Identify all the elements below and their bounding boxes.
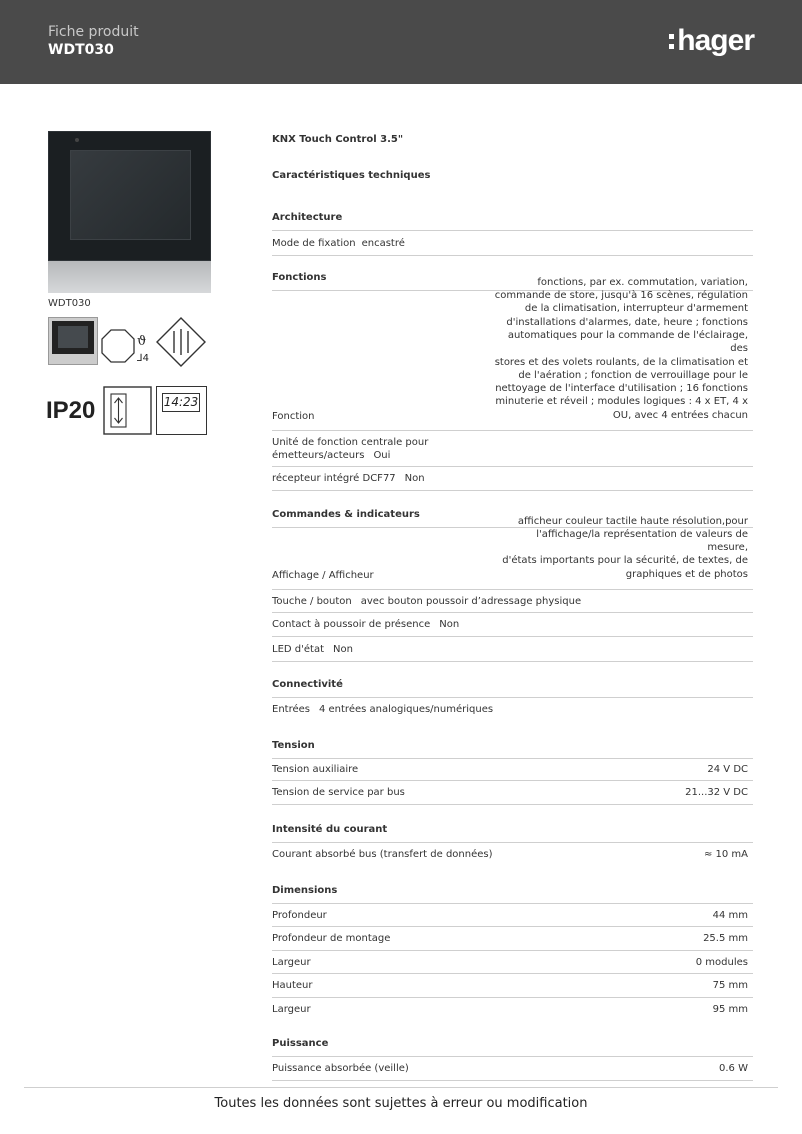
value-line: automatiques pour la commande de l'éclairage, des: [507, 329, 748, 355]
class-ii-diamond-icon: [155, 316, 207, 368]
section-title: Dimensions: [272, 884, 753, 904]
spec-row: Profondeur 44 mm: [272, 904, 753, 927]
header-subtitle: Fiche produit: [48, 24, 139, 40]
temperature-sensor-icon: [101, 320, 157, 368]
value-line: stores et des volets roulants, de la climatisation et: [494, 356, 748, 368]
section-puissance: [272, 1037, 753, 1081]
spec-row: Contact à poussoir de présence Non: [272, 613, 753, 637]
value-line: nettoyage de l'interface d'utilisation ; 16 fonctions: [495, 383, 748, 395]
spec-row: Tension auxiliaire 24 V DC: [272, 759, 753, 781]
ip-rating: IP20: [46, 397, 96, 424]
value-line: OU, avec 4 entrées chacun: [612, 409, 748, 421]
section-title: Puissance: [272, 1037, 753, 1057]
section-title: Architecture: [272, 211, 753, 231]
product-image: [48, 131, 211, 293]
section-courant: [272, 823, 753, 865]
touch-display: [70, 150, 191, 240]
value-line: d'états importants pour la sécurité, de textes, de: [502, 555, 748, 567]
value-line: afficheur couleur tactile haute résolution,pour: [517, 515, 748, 527]
clock-display: 14:23: [162, 393, 200, 412]
value-line: d'installations d'alarmes, date, heure ; fonctions: [506, 316, 748, 328]
spec-row: Puissance absorbée (veille) 0.6 W: [272, 1057, 753, 1081]
spec-row: Entrées 4 entrées analogiques/numériques: [272, 703, 494, 715]
spec-row-display: Affichage / Afficheur afficheur couleur tactile haute résolution,pour l'affichage/la représentation de valeurs de mesure, d'états importants pour la sécurité, de textes, de graphiques et de photos: [272, 528, 753, 590]
section-dimensions: [272, 884, 753, 1021]
header-title: WDT030: [48, 42, 114, 58]
value-line: fonctions, par ex. commutation, variation,: [537, 276, 748, 288]
brand-logo: [669, 24, 754, 58]
spec-row: Hauteur 75 mm: [272, 974, 753, 998]
spec-row: Largeur 0 modules: [272, 951, 753, 974]
section-title: Tension: [272, 739, 753, 759]
device-base: [48, 261, 211, 293]
section-title: Connectivité: [272, 678, 753, 698]
shutter-control-icon: [103, 386, 152, 435]
spec-row-fonction: Fonction fonctions, par ex. commutation, variation, commande de store, jusqu'à 16 scènes, régulation de la climatisation, interrupteur d'armement d'installations d'alarmes, date, heure ; fonctions automatiques pour la commande de l'éclairage, des stores et des volets roulants, de la climatisation et de l'aération ; fonction de verrouillage pour le nettoyage de l'interface d'utilisation ; 16 fonctions minuterie et réveil ; modules logiques : 4 x ET, 4 x OU, avec 4 entrées chacun: [272, 291, 753, 431]
value-line: commande de store, jusqu'à 16 scènes, régulation: [494, 290, 748, 302]
value-line: minuterie et réveil ; modules logiques : 4 x ET, 4 x: [495, 396, 748, 408]
spec-row: Largeur 95 mm: [272, 1004, 748, 1015]
product-name: KNX Touch Control 3.5": [272, 134, 404, 145]
section-fonctions: [272, 271, 753, 491]
logo-text: hager: [677, 24, 754, 57]
spec-value: [493, 515, 748, 581]
page-header: [0, 0, 802, 84]
section-commandes: [272, 508, 753, 662]
spec-row: récepteur intégré DCF77 Non: [272, 467, 753, 491]
value-line: l'affichage/la représentation de valeurs de mesure,: [536, 528, 748, 554]
clock-timer-icon: [156, 386, 207, 435]
section-title: Intensité du courant: [272, 823, 753, 843]
section-tension: [272, 739, 753, 805]
section-connectivite: [272, 678, 753, 720]
logo-dots-icon: [669, 34, 674, 49]
spec-row: Unité de fonction centrale pour émetteurs/acteurs Oui: [272, 431, 753, 467]
section-architecture: [272, 211, 753, 256]
camera-dot: [75, 138, 79, 142]
spec-row: Tension de service par bus 21...32 V DC: [272, 781, 753, 805]
value-line: de la climatisation, interrupteur d'armement: [524, 303, 748, 315]
spec-row: LED d'état Non: [272, 637, 753, 662]
spec-row: Courant absorbé bus (transfert de données) ≈ 10 mA: [272, 848, 748, 860]
footer-disclaimer: Toutes les données sont sujettes à erreur ou modification: [214, 1096, 588, 1111]
value-line: de l'aération ; fonction de verrouillage pour le: [518, 369, 748, 381]
section-title: Fonctions: [272, 271, 753, 291]
spec-row: Touche / bouton avec bouton poussoir d’adressage physique: [272, 590, 753, 613]
spec-row: Mode de fixation encastré: [272, 231, 753, 256]
spec-value: [493, 276, 748, 422]
spec-row: Profondeur de montage 25.5 mm: [272, 927, 753, 951]
svg-text:⅃4: ⅃4: [137, 353, 149, 364]
section-title: Commandes & indicateurs: [272, 508, 753, 528]
product-reference: WDT030: [48, 298, 91, 309]
footer-divider: [24, 1087, 778, 1088]
svg-text:ϑ: ϑ: [137, 334, 147, 349]
product-thumbnail: [48, 317, 98, 365]
value-line: graphiques et de photos: [625, 568, 748, 580]
technical-characteristics-title: Caractéristiques techniques: [272, 170, 431, 181]
